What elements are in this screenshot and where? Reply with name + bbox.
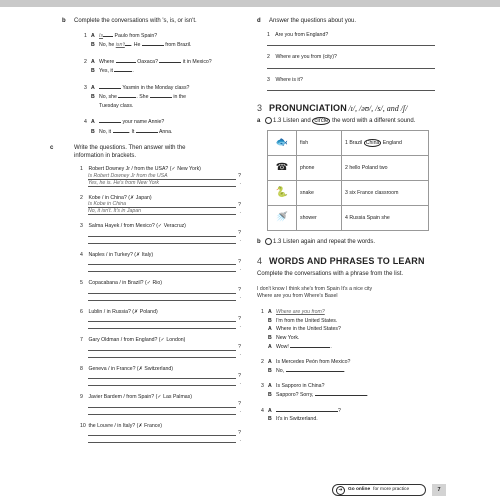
conversation-3: 3 A Yasmin in the Monday class? B No, she . She in the Tuesday class. [84, 84, 190, 109]
top-bar [0, 0, 500, 7]
arrow-right-icon: ➜ [336, 486, 345, 495]
conversation-4: 4 A your name Annie? B No, it . It Anna. [84, 119, 173, 135]
go-online-badge[interactable]: ➜ Go online for more practice [332, 484, 426, 496]
words-conv-4: 4 A ? B It's in Switzerland. [261, 407, 341, 423]
section-b-heading: b Complete the conversations with 's, is, or isn't. [62, 18, 197, 24]
question-8: 8 Geneva / in France? (✗ Switzerland) ? . [80, 365, 241, 386]
about-you-q2: 2 Where are you from (city)? [267, 54, 447, 69]
words-conv-2: 2 A Is Mercedes Peón from Mexico? B No, . [261, 358, 351, 375]
shower-icon: 🚿 [268, 205, 297, 230]
question-1: 1 Robert Downey Jr / from the USA? (✓ New York) Is Robert Downey Jr from the USA ? Yes, he is. He's from New York . [80, 166, 241, 186]
left-column [50, 18, 241, 451]
question-6: 6 Lublin / in Russia? (✗ Poland) ? . [80, 308, 241, 329]
fish-icon: 🐟 [268, 130, 297, 155]
question-3: 3 Salma Hayek / from Mexico? (✓ Veracruz) ? . [80, 223, 241, 243]
pronunciation-b: b 1.3 Listen again and repeat the words. [257, 238, 376, 245]
right-column [257, 18, 447, 425]
question-7: 7 Gary Oldman / from England? (✓ London) ? . [80, 337, 241, 357]
table-row: 🐍 snake 3 six France classroom [268, 180, 429, 205]
snake-icon: 🐍 [268, 180, 297, 205]
page-number: 7 [432, 484, 446, 496]
section-d-heading: d Answer the questions about you. [257, 18, 357, 24]
words-instruction: Complete the conversations with a phrase from the list. [257, 270, 404, 277]
words-conv-1: 1 A Where are you from? B I'm from the United States. A Where in the United States? B New York. A Wow! . [261, 309, 341, 351]
words-conv-3: 3 A Is Sapporo in China? B Sapporo? Sorry, . [261, 382, 369, 399]
conversation-2: 2 A Where Oaxaca? it in Mexico? B Yes, it . [84, 58, 212, 74]
audio-icon[interactable] [265, 117, 272, 124]
question-5: 5 Copacabana / in Brazil? (✓ Rio) ? . [80, 280, 241, 300]
question-4: 4 Naples / in Turkey? (✗ Italy) ? . [80, 251, 241, 272]
question-2: 2 Kobe / in China? (✗ Japan) Is Kobe in China ? No, it isn't. It's in Japan . [80, 194, 241, 215]
table-row: 🐟 fish 1 Brazil China England [268, 130, 429, 155]
phrase-bank: I don't know I think she's from Spain It's a nice city Where are you from Where's Basel [257, 286, 373, 299]
table-row: ☎ phone 2 hello Poland two [268, 155, 429, 180]
words-heading: 4 WORDS AND PHRASES TO LEARN [257, 256, 425, 267]
section-c-heading: c Write the questions. Then answer with the information in brackets. [50, 145, 186, 159]
pronunciation-table [267, 130, 429, 231]
pronunciation-a: a 1.3 Listen and circle the word with a different sound. [257, 118, 416, 125]
conversation-1: 1 A Is Paulo from Spain? B No, he isn't . He from Brazil. [84, 32, 192, 48]
phone-icon: ☎ [268, 155, 297, 180]
audio-icon[interactable] [265, 238, 272, 245]
question-9: 9 Javier Bardem / from Spain? (✓ Las Palmas) ? . [80, 394, 241, 414]
question-10: 10 the Louvre / in Italy? (✗ France) ? . [80, 422, 241, 443]
about-you-q1: 1 Are you from England? [267, 32, 447, 47]
about-you-q3: 3 Where is it? [267, 77, 447, 92]
pronunciation-heading: 3 PRONUNCIATION /ɪ/, /əʊ/, /s/, and /ʃ/ [257, 103, 408, 113]
table-row: 🚿 shower 4 Russia Spain she [268, 205, 429, 230]
